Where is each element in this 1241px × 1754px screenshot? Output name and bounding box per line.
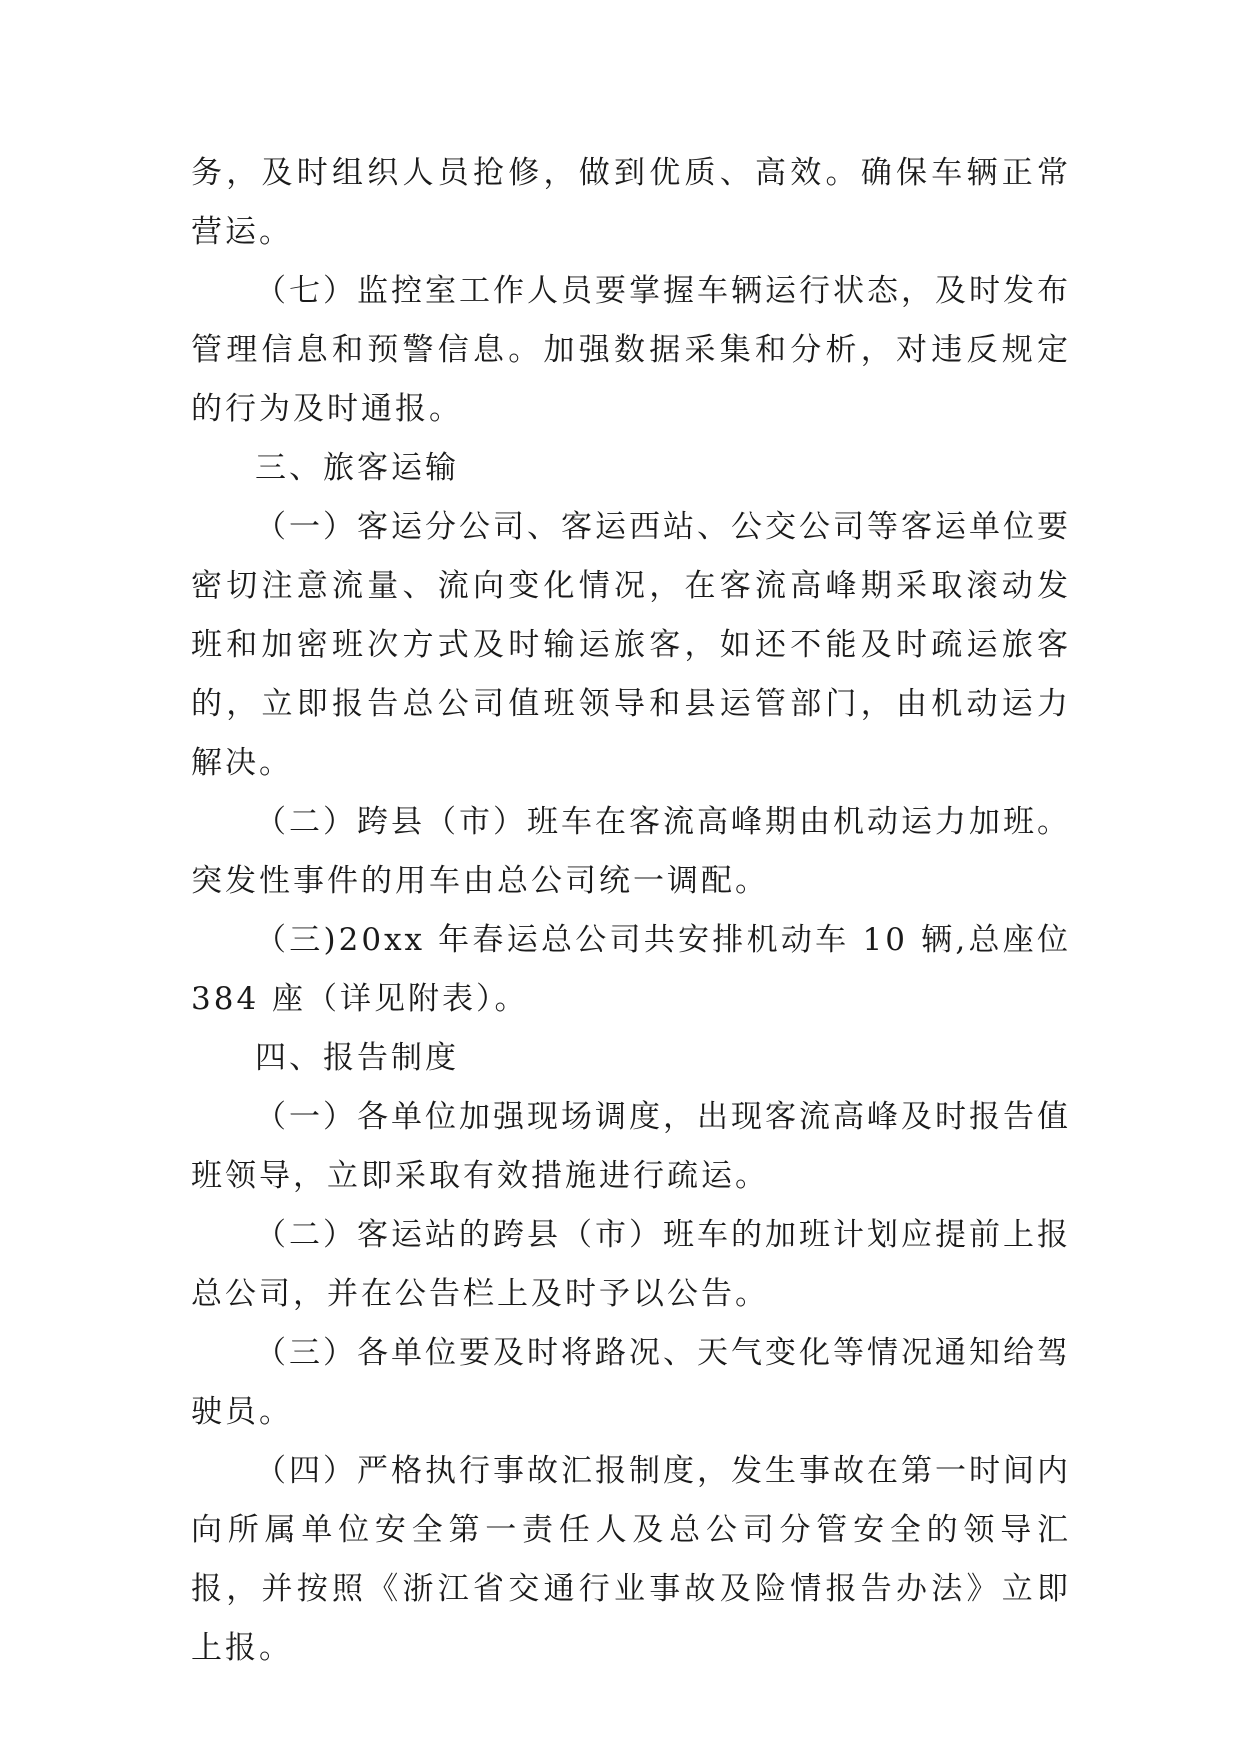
paragraph-extra-bus-plan: （二）客运站的跨县（市）班车的加班计划应提前上报总公司，并在公告栏上及时予以公告。 [191,1217,1071,1312]
paragraph-continued-repair: 务，及时组织人员抢修，做到优质、高效。确保车辆正常营运。 [191,155,1071,250]
paragraph-spring-transport-vehicles: （三)20xx 年春运总公司共安排机动车 10 辆,总座位 384 座（详见附表）。 [191,922,1071,1017]
paragraph-accident-reporting: （四）严格执行事故汇报制度，发生事故在第一时间内向所属单位安全第一责任人及总公司分管安全的领导汇报，并按照《浙江省交通行业事故及险情报告办法》立即上报。 [191,1453,1071,1666]
paragraph-monitoring-room: （七）监控室工作人员要掌握车辆运行状态，及时发布管理信息和预警信息。加强数据采集和分析，对违反规定的行为及时通报。 [191,273,1071,427]
document-page [191,144,1071,1678]
paragraph-road-weather-notice: （三）各单位要及时将路况、天气变化等情况通知给驾驶员。 [191,1335,1071,1430]
section-heading-passenger-transport: 三、旅客运输 [255,450,459,486]
paragraph-onsite-dispatch: （一）各单位加强现场调度，出现客流高峰及时报告值班领导，立即采取有效措施进行疏运。 [191,1099,1071,1194]
paragraph-passenger-units: （一）客运分公司、客运西站、公交公司等客运单位要密切注意流量、流向变化情况，在客流高峰期采取滚动发班和加密班次方式及时输运旅客，如还不能及时疏运旅客的，立即报告总公司值班领导和县运管部门，由机动运力解决。 [191,509,1071,781]
paragraph-cross-county-buses: （二）跨县（市）班车在客流高峰期由机动运力加班。突发性事件的用车由总公司统一调配。 [191,804,1071,899]
section-heading-reporting-system: 四、报告制度 [255,1040,459,1076]
